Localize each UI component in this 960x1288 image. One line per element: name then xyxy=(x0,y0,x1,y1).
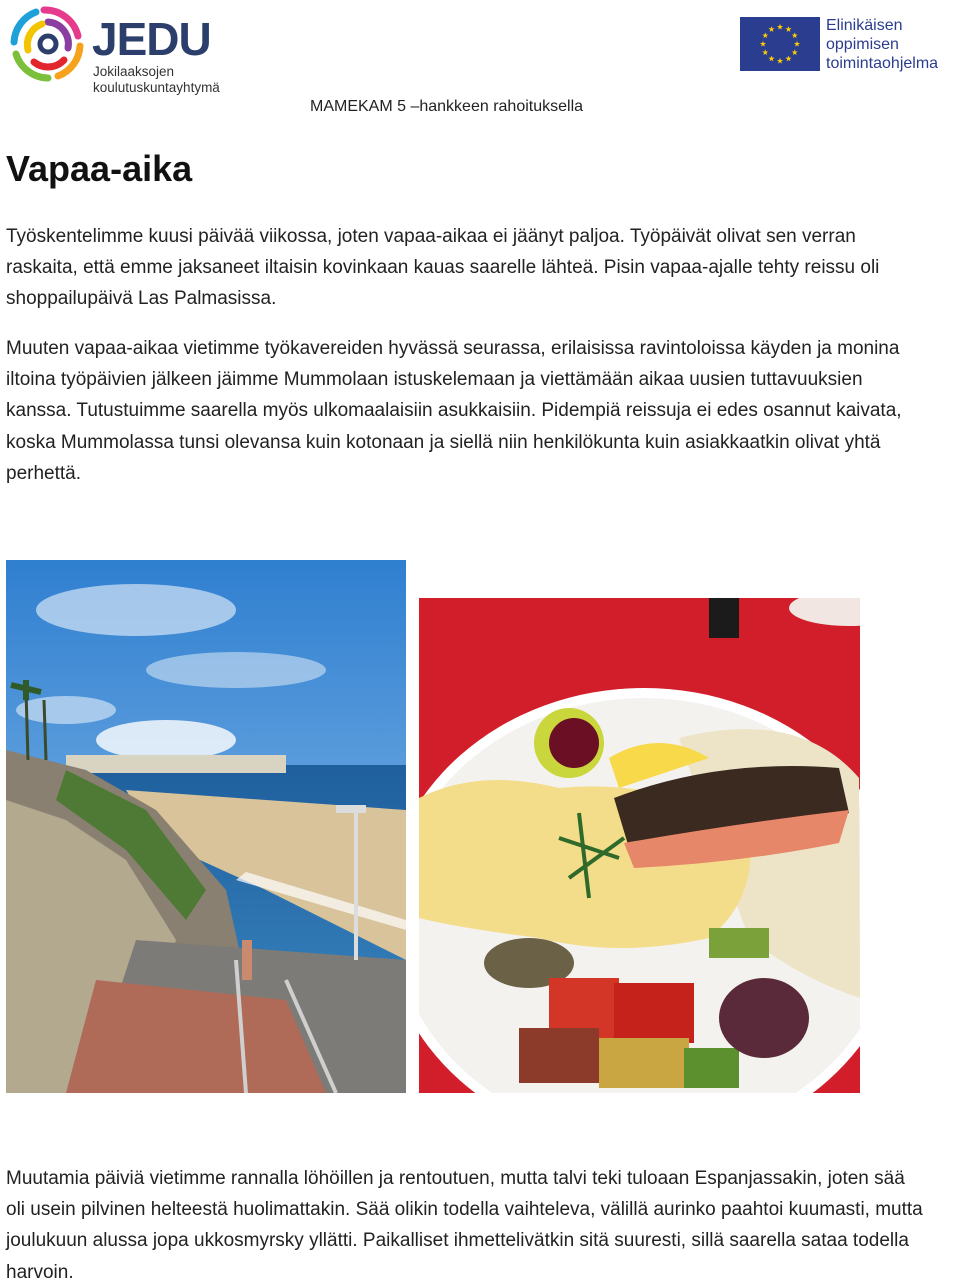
paragraph-work-week: Työskentelimme kuusi päivää viikossa, joten vapaa-aikaa ei jäänyt paljoa. Työpäivät olivat sen verran raskaita, että emme jaksaneet iltaisin kovinkaan kauas saarelle lähteä. Pisin vapaa-ajalle tehty reissu oli shoppailupäivä Las Palmasissa. xyxy=(6,226,880,310)
eu-program-line3: toimintaohjelma xyxy=(826,55,939,72)
jedu-subtitle-line2: koulutuskuntayhtymä xyxy=(93,80,220,95)
beach-photo xyxy=(6,560,406,1093)
page-title: Vapaa-aika xyxy=(6,148,193,189)
jedu-subtitle-line1: Jokilaaksojen xyxy=(93,64,175,79)
paragraph-free-time: Muuten vapaa-aikaa vietimme työkavereiden hyvässä seurassa, erilaisissa ravintoloissa käyden ja monina iltoina työpäivien jälkeen jäimme Mummolaan istuskelemaan ja viettämään aikaa uusien tuttavuuksien kanssa. Tutustuimme saarella myös ulkomaalaisiin asukkaisiin. Pidempiä reissuja ei edes osannut kaivata, koska Mummolassa tunsi olevansa kuin kotonaan ja siellä niin henkilökunta kuin asiakkaatkin olivat yhtä perhettä. xyxy=(6,338,902,484)
project-funding-line: MAMEKAM 5 –hankkeen rahoituksella xyxy=(310,98,584,115)
jedu-wordmark: JEDU xyxy=(92,13,211,65)
paragraph-weather: Muutamia päiviä vietimme rannalla löhöillen ja rentoutuen, mutta talvi teki tuloaan Espanjassakin, joten sää oli usein pilvinen helteestä huolimattakin. Sää olikin todella vaihteleva, välillä aurinko paahtoi kuumasti, mutta joulukuun alussa jopa ukkosmyrsky yllätti. Paikalliset ihmettelivätkin sitä suuresti, sillä saarella sataa todella harvoin. xyxy=(6,1168,923,1283)
eu-program-line2: oppimisen xyxy=(826,36,899,53)
eu-program-name xyxy=(826,16,938,73)
eu-program-line1: Elinikäisen xyxy=(826,17,903,34)
salmon-dinner-photo xyxy=(419,598,860,1093)
eu-flag-icon xyxy=(740,17,820,71)
